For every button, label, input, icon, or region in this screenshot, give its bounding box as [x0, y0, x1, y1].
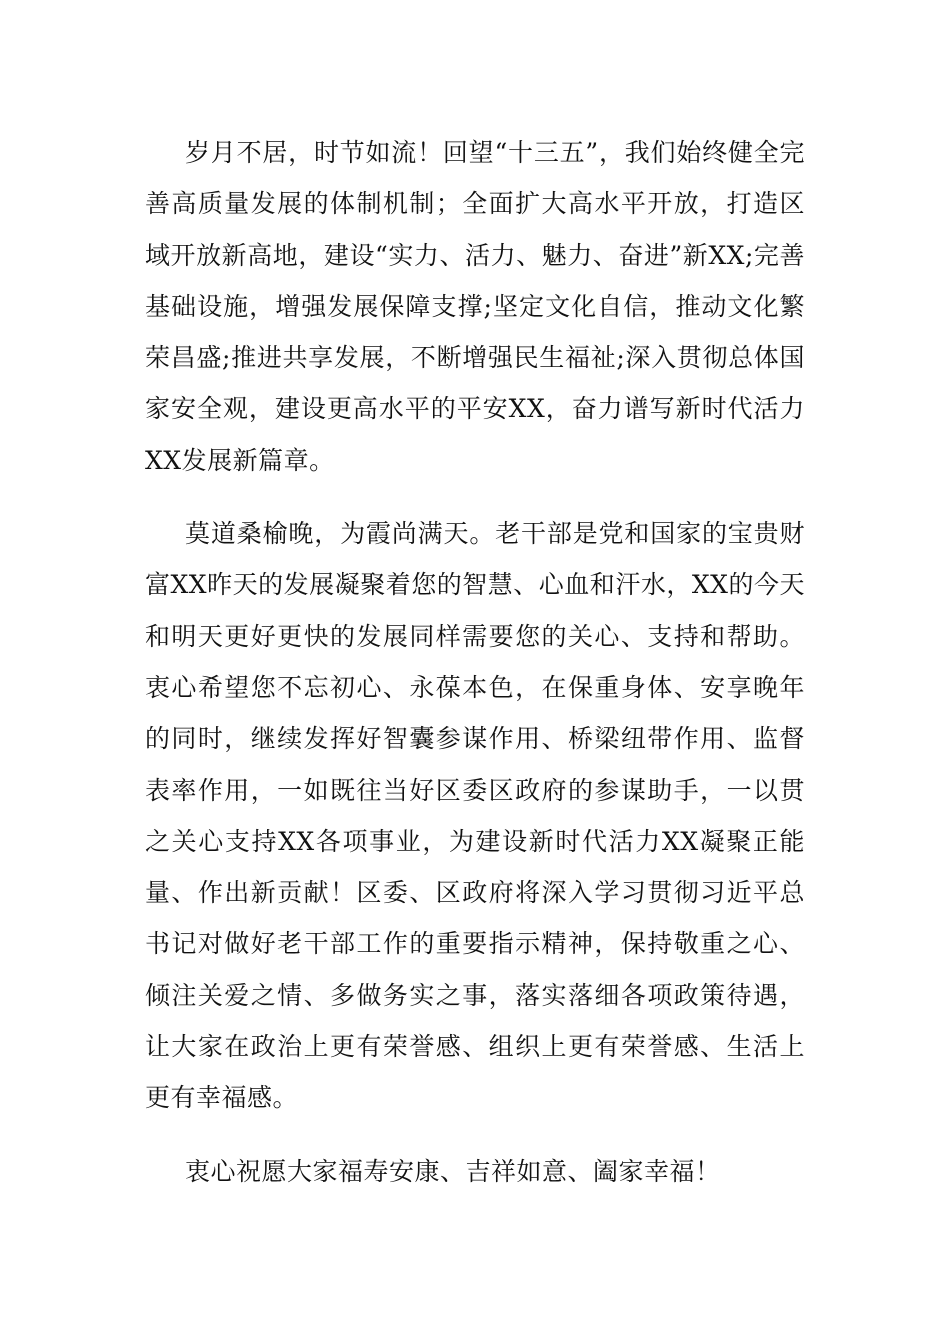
paragraph-veteran-cadres: 莫道桑榆晚，为霞尚满天。老干部是党和国家的宝贵财富XX昨天的发展凝聚着您的智慧、心血和汗水，XX的今天和明天更好更快的发展同样需要您的关心、支持和帮助。衷心希望您不忘初心、永葆本色，在保重身体、安享晚年的同时，继续发挥好智囊参谋作用、桥梁纽带作用、监督表率作用，一如既往当好区委区政府的参谋助手，一以贯之关心支持XX各项事业，为建设新时代活力XX凝聚正能量、作出新贡献！区委、区政府将深入学习贯彻习近平总书记对做好老干部工作的重要指示精神，保持敬重之心、倾注关爱之情、多做务实之事，落实落细各项政策待遇，让大家在政治上更有荣誉感、组织上更有荣誉感、生活上更有幸福感。	[145, 519, 805, 1113]
paragraph-review: 岁月不居，时节如流！回望“十三五”，我们始终健全完善高质量发展的体制机制；全面扩大高水平开放，打造区域开放新高地，建设“实力、活力、魅力、奋进”新XX;完善基础设施，增强发展保障支撑;坚定文化自信，推动文化繁荣昌盛;推进共享发展，不断增强民生福祉;深入贯彻总体国家安全观，建设更高水平的平安XX，奋力谱写新时代活力XX发展新篇章。	[145, 138, 805, 475]
document-body	[145, 127, 805, 1197]
paragraph-wishes: 衷心祝愿大家福寿安康、吉祥如意、阖家幸福！	[185, 1156, 721, 1186]
